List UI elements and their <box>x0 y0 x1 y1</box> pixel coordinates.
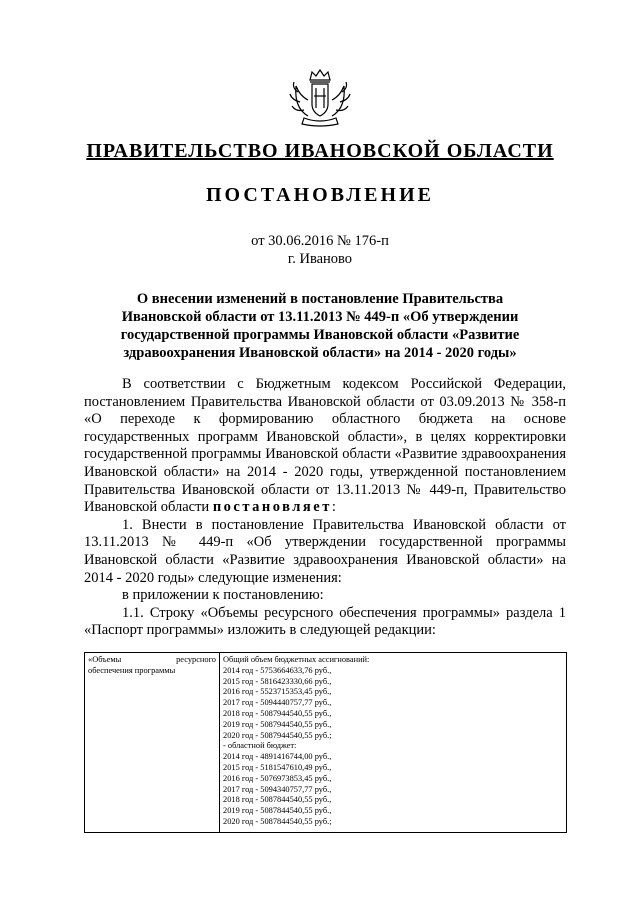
decrees-word: постановляет <box>212 499 332 516</box>
item-1-1: 1.1. Строку «Объемы ресурсного обеспечения программы» раздела 1 «Паспорт программы» изложить в следующей редакции: <box>84 604 566 639</box>
coat-of-arms-icon <box>288 66 352 128</box>
table-line: 2016 год - 5523715353,45 руб., <box>223 687 332 697</box>
label-line <box>88 655 216 666</box>
item-2: в приложении к постановлению: <box>122 587 324 604</box>
table-line: 2020 год - 5087844540,55 руб.; <box>223 816 332 826</box>
government-heading: ПРАВИТЕЛЬСТВО ИВАНОВСКОЙ ОБЛАСТИ <box>86 140 554 162</box>
table-label-cell <box>85 653 220 833</box>
table-row <box>85 653 567 833</box>
document-body <box>84 376 566 640</box>
table-line: 2019 год - 5087944540,55 руб., <box>223 719 332 729</box>
table-line: 2015 год - 5816423330,66 руб., <box>223 676 332 686</box>
label-line: обеспечения программы <box>88 665 176 675</box>
date-block <box>0 232 640 268</box>
city: г. Иваново <box>287 251 353 267</box>
table-line: 2016 год - 5076973853,45 руб., <box>223 773 332 783</box>
table-line: 2018 год - 5087944540,55 руб., <box>223 708 332 718</box>
table-line: 2017 год - 5094340757,77 руб., <box>223 784 332 794</box>
decree-title <box>80 290 560 362</box>
table-value-cell <box>220 653 567 833</box>
preamble-text: В соответствии с Бюджетным кодексом Российской Федерации, постановлением Правительства Ивановской области от 03.09.2013 № 358-п «О переходе к формированию областного бюджета на основе государственных программ Ивановской области», в целях корректировки государственной программы Ивановской области «Развитие здравоохранения Ивановской области» на 2014 - 2020 годы, утвержденной постановлением Правительства Ивановской области от 13.11.2013 № 449-п, Правительство Ивановской области <box>84 376 566 516</box>
table-line: 2014 год - 4891416744,00 руб., <box>223 752 332 762</box>
title-line: здравоохранения Ивановской области» на 2014 - 2020 годы» <box>123 345 517 361</box>
document-type: ПОСТАНОВЛЕНИЕ <box>206 184 434 206</box>
table-line: 2019 год - 5087844540,55 руб., <box>223 806 332 816</box>
title-line: Ивановской области от 13.11.2013 № 449-п «Об утверждении <box>121 309 519 325</box>
title-line: О внесении изменений в постановление Правительства <box>136 291 504 307</box>
table-line: 2015 год - 5181547610,49 руб., <box>223 762 332 772</box>
table-line: 2018 год - 5087844540,55 руб., <box>223 795 332 805</box>
label-word: ресурсного <box>176 655 216 664</box>
table-line: Общий объем бюджетных ассигнований: <box>223 655 370 664</box>
title-line: государственной программы Ивановской области «Развитие <box>120 327 520 343</box>
table-line: 2020 год - 5087944540,55 руб.; <box>223 730 332 740</box>
colon: : <box>331 499 336 516</box>
table-line: 2017 год - 5094440757,77 руб., <box>223 698 332 708</box>
item-1: 1. Внести в постановление Правительства Ивановской области от 13.11.2013 № 449-п «Об утверждении государственной программы Ивановской области «Развитие здравоохранения Ивановской области» на 2014 - 2020 годы» следующие изменения: <box>84 516 566 586</box>
preamble-paragraph <box>84 376 566 517</box>
table-line: 2014 год - 5753664633,76 руб., <box>223 665 332 675</box>
label-word: «Объемы <box>88 655 122 664</box>
date-number: от 30.06.2016 № 176-п <box>251 233 389 249</box>
resource-table <box>84 652 567 833</box>
table-line: - областной бюджет: <box>223 741 297 751</box>
